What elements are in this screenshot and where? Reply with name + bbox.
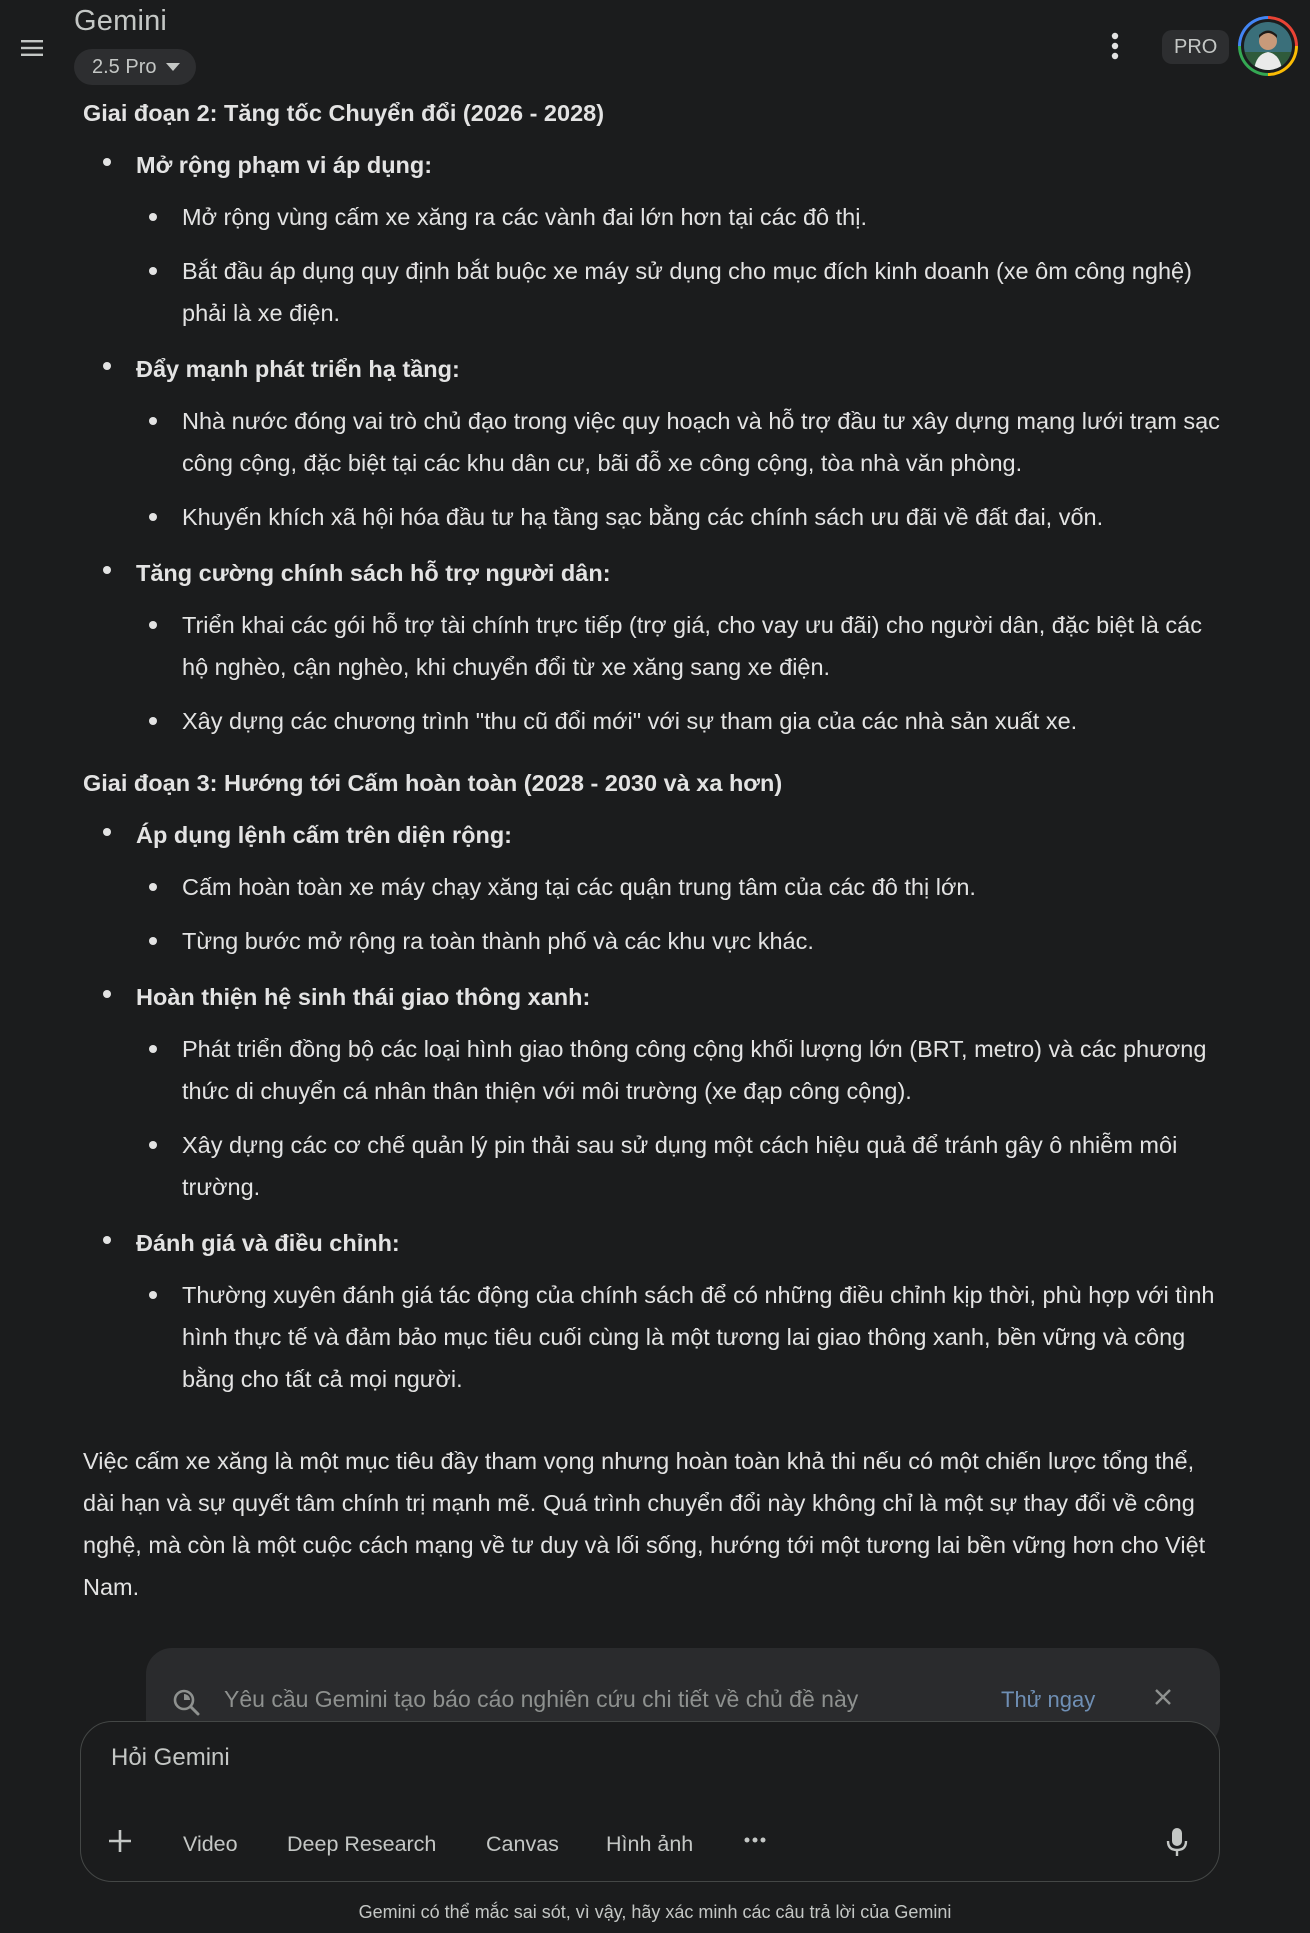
list-item <box>83 974 1223 1220</box>
list-item <box>83 142 1223 346</box>
response-content <box>83 92 1223 1608</box>
close-icon[interactable] <box>1154 1688 1172 1706</box>
sub-list <box>136 866 1223 974</box>
pro-badge: PRO <box>1162 30 1229 64</box>
tool-image-button[interactable]: Hình ảnh <box>606 1832 694 1856</box>
section-list <box>83 142 1223 754</box>
input-toolbar <box>81 1824 1219 1868</box>
sub-list <box>136 1274 1223 1412</box>
group-title: Tăng cường chính sách hỗ trợ người dân: <box>136 560 611 586</box>
plus-icon[interactable] <box>107 1828 133 1854</box>
menu-icon <box>20 39 44 57</box>
list-item: Xây dựng các chương trình "thu cũ đổi mới" với sự tham gia của các nhà sản xuất xe. <box>83 700 1223 754</box>
prompt-input-box[interactable] <box>80 1721 1220 1882</box>
list-item: Bắt đầu áp dụng quy định bắt buộc xe máy sử dụng cho mục đích kinh doanh (xe ôm công nghệ) phải là xe điện. <box>83 250 1223 346</box>
sub-list <box>136 400 1223 550</box>
list-item: Triển khai các gói hỗ trợ tài chính trực tiếp (trợ giá, cho vay ưu đãi) cho người dân, đặc biệt là các hộ nghèo, cận nghèo, khi chuyển đổi từ xe xăng sang xe điện. <box>83 604 1223 700</box>
list-item: Mở rộng vùng cấm xe xăng ra các vành đai lớn hơn tại các đô thị. <box>83 196 1223 250</box>
list-item: Phát triển đồng bộ các loại hình giao thông công cộng khối lượng lớn (BRT, metro) và các phương thức di chuyển cá nhân thân thiện với môi trường (xe đạp công cộng). <box>83 1028 1223 1124</box>
menu-button[interactable] <box>14 30 50 66</box>
research-icon <box>172 1688 200 1716</box>
list-item: Khuyến khích xã hội hóa đầu tư hạ tầng sạc bằng các chính sách ưu đãi về đất đai, vốn. <box>83 496 1223 550</box>
list-item: Từng bước mở rộng ra toàn thành phố và các khu vực khác. <box>83 920 1223 974</box>
app-title: Gemini <box>74 5 168 37</box>
profile-photo-icon <box>1244 22 1292 70</box>
list-item: Nhà nước đóng vai trò chủ đạo trong việc quy hoạch và hỗ trợ đầu tư xây dựng mạng lưới trạm sạc công cộng, đặc biệt tại các khu dân cư, bãi đỗ xe công cộng, tòa nhà văn phòng. <box>83 400 1223 496</box>
list-item <box>83 812 1223 974</box>
section-heading: Giai đoạn 3: Hướng tới Cấm hoàn toàn (2028 - 2030 và xa hơn) <box>83 770 783 796</box>
more-horizontal-icon[interactable] <box>741 1826 769 1854</box>
sub-list <box>136 604 1223 754</box>
sub-list <box>136 196 1223 346</box>
model-selector[interactable] <box>74 49 196 85</box>
group-title: Đẩy mạnh phát triển hạ tầng: <box>136 356 460 382</box>
avatar[interactable] <box>1238 16 1298 76</box>
disclaimer-text: Gemini có thể mắc sai sót, vì vậy, hãy xác minh các câu trả lời của Gemini <box>358 1902 952 1922</box>
list-item: Xây dựng các cơ chế quản lý pin thải sau sử dụng một cách hiệu quả để tránh gây ô nhiễm môi trường. <box>83 1124 1223 1220</box>
tool-video-button[interactable]: Video <box>183 1832 238 1856</box>
group-title: Đánh giá và điều chỉnh: <box>136 1230 400 1256</box>
list-item <box>83 346 1223 550</box>
prompt-input[interactable]: Hỏi Gemini <box>111 1744 230 1771</box>
tool-canvas-button[interactable]: Canvas <box>486 1832 559 1856</box>
try-now-button[interactable]: Thử ngay <box>1001 1687 1096 1712</box>
more-vertical-icon <box>1111 32 1119 60</box>
group-title: Áp dụng lệnh cấm trên diện rộng: <box>136 822 512 848</box>
suggestion-text: Yêu cầu Gemini tạo báo cáo nghiên cứu chi tiết về chủ đề này <box>224 1686 859 1712</box>
tool-deep-research-button[interactable]: Deep Research <box>287 1832 437 1856</box>
section-heading: Giai đoạn 2: Tăng tốc Chuyển đổi (2026 - 2028) <box>83 100 605 126</box>
group-title: Hoàn thiện hệ sinh thái giao thông xanh: <box>136 984 591 1010</box>
model-label: 2.5 Pro <box>92 55 157 78</box>
conclusion-paragraph: Việc cấm xe xăng là một mục tiêu đầy tham vọng nhưng hoàn toàn khả thi nếu có một chiến lược tổng thể, dài hạn và sự quyết tâm chính trị mạnh mẽ. Quá trình chuyển đổi này không chỉ là một sự thay đổi về công nghệ, mà còn là một cuộc cách mạng về tư duy và lối sống, hướng tới một tương lai bền vững hơn cho Việt Nam. <box>83 1448 1206 1600</box>
more-options-button[interactable] <box>1100 26 1130 66</box>
list-item <box>83 550 1223 754</box>
top-bar <box>0 0 1310 92</box>
mic-icon[interactable] <box>1166 1827 1188 1857</box>
sub-list <box>136 1028 1223 1220</box>
list-item: Cấm hoàn toàn xe máy chạy xăng tại các quận trung tâm của các đô thị lớn. <box>83 866 1223 920</box>
group-title: Mở rộng phạm vi áp dụng: <box>136 152 433 178</box>
caret-down-icon <box>166 63 180 71</box>
list-item <box>83 1220 1223 1412</box>
section-list <box>83 812 1223 1412</box>
list-item: Thường xuyên đánh giá tác động của chính sách để có những điều chỉnh kịp thời, phù hợp với tình hình thực tế và đảm bảo mục tiêu cuối cùng là một tương lai giao thông xanh, bền vững và công bằng cho tất cả mọi người. <box>83 1274 1223 1412</box>
